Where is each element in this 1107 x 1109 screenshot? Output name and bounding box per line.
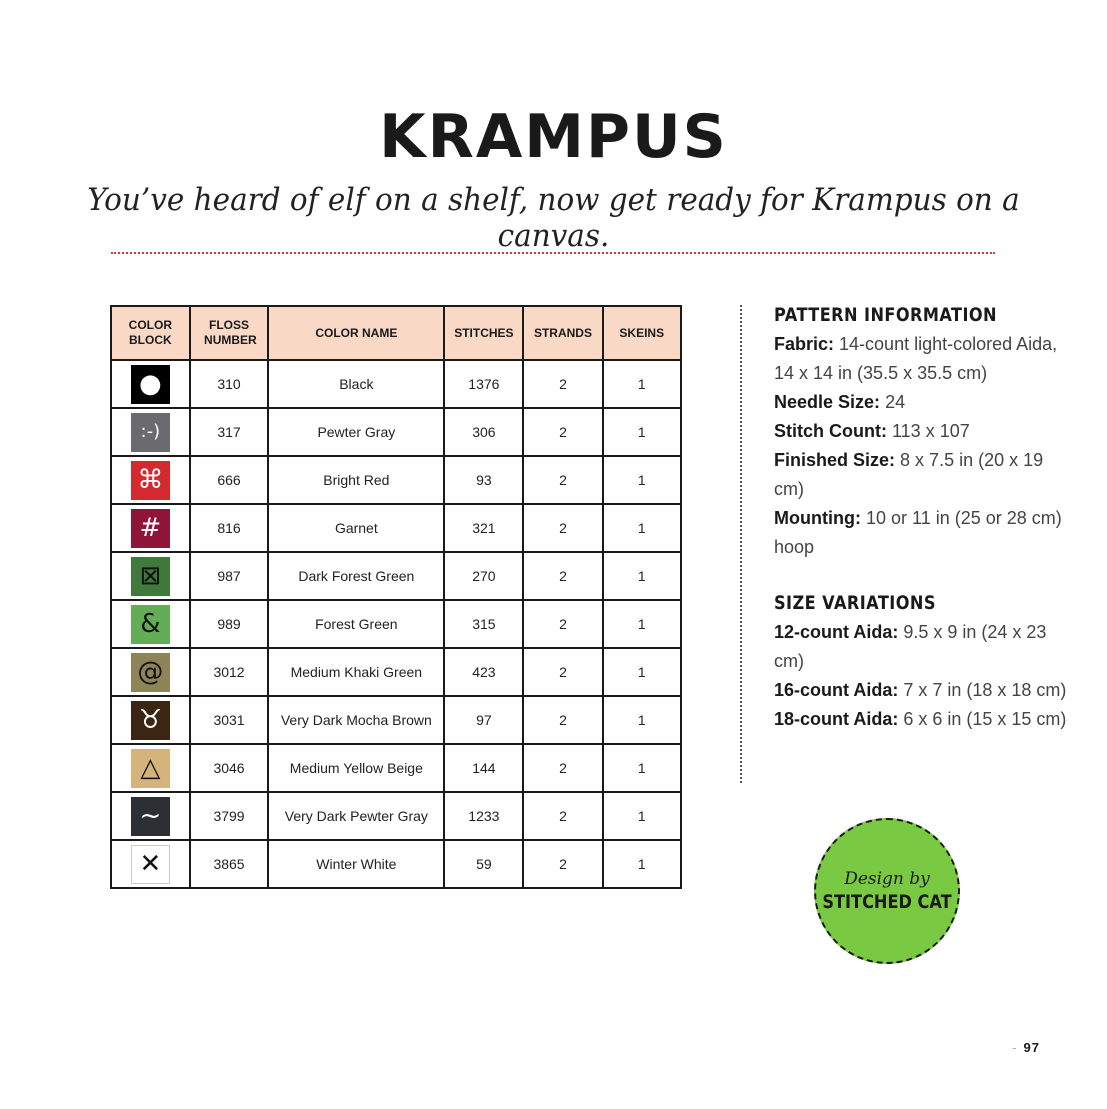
pattern-info-item-value: 24 <box>885 392 906 412</box>
color-swatch-icon: @ <box>131 653 170 692</box>
color-name-cell: Bright Red <box>268 456 444 504</box>
page-number-value: 97 <box>1023 1040 1040 1055</box>
color-swatch-icon: ✕ <box>131 845 170 884</box>
dotted-divider <box>111 252 995 254</box>
size-variation-item-value: 9.5 x 9 in (24 x 23 cm) <box>774 622 1047 671</box>
size-variation-item-label: 12-count Aida: <box>774 622 899 642</box>
table-row <box>111 408 681 456</box>
floss-number-cell: 3012 <box>190 648 269 696</box>
size-variation-item-label: 18-count Aida: <box>774 709 899 729</box>
table-row <box>111 696 681 744</box>
badge-designer-name: STITCHED CAT <box>822 891 952 913</box>
stitches-cell: 315 <box>444 600 523 648</box>
floss-number-cell: 3031 <box>190 696 269 744</box>
floss-number-cell: 3799 <box>190 792 269 840</box>
vertical-dotted-divider <box>740 305 742 783</box>
pattern-info-item <box>774 504 1074 562</box>
table-row <box>111 552 681 600</box>
size-variation-item-value: 7 x 7 in (18 x 18 cm) <box>903 680 1067 700</box>
page-number: - 97 <box>1012 1040 1040 1055</box>
table-row <box>111 792 681 840</box>
stitches-cell: 306 <box>444 408 523 456</box>
color-block-cell <box>111 792 190 840</box>
color-name-cell: Forest Green <box>268 600 444 648</box>
stitches-cell: 93 <box>444 456 523 504</box>
color-swatch-icon: & <box>131 605 170 644</box>
page-title: KRAMPUS <box>379 102 728 172</box>
color-name-cell: Very Dark Pewter Gray <box>268 792 444 840</box>
floss-number-cell: 310 <box>190 360 269 408</box>
pattern-info-item <box>774 388 1074 417</box>
header-color-name: COLOR NAME <box>268 306 444 360</box>
color-name-cell: Very Dark Mocha Brown <box>268 696 444 744</box>
color-name-cell: Medium Khaki Green <box>268 648 444 696</box>
color-block-cell <box>111 840 190 888</box>
color-block-cell <box>111 600 190 648</box>
color-block-cell <box>111 408 190 456</box>
skeins-cell: 1 <box>603 744 682 792</box>
strands-cell: 2 <box>523 744 602 792</box>
color-block-cell <box>111 696 190 744</box>
color-block-cell <box>111 744 190 792</box>
color-name-cell: Garnet <box>268 504 444 552</box>
stitches-cell: 144 <box>444 744 523 792</box>
skeins-cell: 1 <box>603 360 682 408</box>
table-row <box>111 648 681 696</box>
strands-cell: 2 <box>523 600 602 648</box>
strands-cell: 2 <box>523 504 602 552</box>
size-variations-heading: SIZE VARIATIONS <box>774 592 936 614</box>
stitches-cell: 270 <box>444 552 523 600</box>
header-floss-number: FLOSS NUMBER <box>190 306 269 360</box>
strands-cell: 2 <box>523 552 602 600</box>
skeins-cell: 1 <box>603 792 682 840</box>
size-variation-item <box>774 676 1074 705</box>
pattern-info-item <box>774 417 1074 446</box>
strands-cell: 2 <box>523 792 602 840</box>
table-body <box>111 360 681 888</box>
color-swatch-icon: △ <box>131 749 170 788</box>
pattern-info-item-label: Needle Size: <box>774 392 881 412</box>
color-swatch-icon: ⌘ <box>131 461 170 500</box>
table-row <box>111 456 681 504</box>
strands-cell: 2 <box>523 360 602 408</box>
size-variations-list <box>774 618 1074 734</box>
strands-cell: 2 <box>523 696 602 744</box>
color-name-cell: Medium Yellow Beige <box>268 744 444 792</box>
stitches-cell: 423 <box>444 648 523 696</box>
skeins-cell: 1 <box>603 696 682 744</box>
color-name-cell: Black <box>268 360 444 408</box>
strands-cell: 2 <box>523 648 602 696</box>
stitches-cell: 1233 <box>444 792 523 840</box>
header-color-block: COLOR BLOCK <box>111 306 190 360</box>
table-row <box>111 504 681 552</box>
pattern-info-item-value: 14-count light-colored Aida, 14 x 14 in (35.5 x 35.5 cm) <box>774 334 1058 383</box>
floss-number-cell: 987 <box>190 552 269 600</box>
table-row <box>111 600 681 648</box>
color-swatch-icon: ● <box>131 365 170 404</box>
size-variations-section <box>774 592 1074 734</box>
pattern-info-item-value: 10 or 11 in (25 or 28 cm) hoop <box>774 508 1062 557</box>
pattern-information-heading: PATTERN INFORMATION <box>774 304 998 326</box>
size-variation-item <box>774 618 1074 676</box>
strands-cell: 2 <box>523 456 602 504</box>
floss-number-cell: 317 <box>190 408 269 456</box>
table-row <box>111 360 681 408</box>
pattern-info-item-value: 8 x 7.5 in (20 x 19 cm) <box>774 450 1044 499</box>
size-variation-item-value: 6 x 6 in (15 x 15 cm) <box>903 709 1067 729</box>
pattern-info-item-label: Stitch Count: <box>774 421 887 441</box>
pattern-info-item-label: Fabric: <box>774 334 835 354</box>
pattern-info-item-label: Finished Size: <box>774 450 896 470</box>
pattern-information-section <box>774 304 1074 562</box>
color-name-cell: Dark Forest Green <box>268 552 444 600</box>
header-stitches: STITCHES <box>444 306 523 360</box>
page-subtitle: You’ve heard of elf on a shelf, now get ready for Krampus on a canvas. <box>87 182 1020 254</box>
skeins-cell: 1 <box>603 552 682 600</box>
skeins-cell: 1 <box>603 408 682 456</box>
color-swatch-icon: ⊠ <box>131 557 170 596</box>
color-block-cell <box>111 504 190 552</box>
floss-number-cell: 3046 <box>190 744 269 792</box>
skeins-cell: 1 <box>603 648 682 696</box>
strands-cell: 2 <box>523 408 602 456</box>
pattern-info-item <box>774 330 1074 388</box>
color-key-table <box>110 305 682 889</box>
color-swatch-icon: ~ <box>131 797 170 836</box>
pattern-information-list <box>774 330 1074 562</box>
color-swatch-icon: # <box>131 509 170 548</box>
strands-cell: 2 <box>523 840 602 888</box>
size-variation-item <box>774 705 1074 734</box>
floss-number-cell: 989 <box>190 600 269 648</box>
pattern-info-item-label: Mounting: <box>774 508 861 528</box>
stitches-cell: 1376 <box>444 360 523 408</box>
skeins-cell: 1 <box>603 504 682 552</box>
color-block-cell <box>111 648 190 696</box>
skeins-cell: 1 <box>603 456 682 504</box>
pattern-info-item <box>774 446 1074 504</box>
skeins-cell: 1 <box>603 600 682 648</box>
stitches-cell: 97 <box>444 696 523 744</box>
table-row <box>111 744 681 792</box>
color-block-cell <box>111 360 190 408</box>
table-header-row <box>111 306 681 360</box>
stitches-cell: 59 <box>444 840 523 888</box>
designer-badge <box>814 818 960 964</box>
floss-number-cell: 666 <box>190 456 269 504</box>
pattern-info-item-value: 113 x 107 <box>892 421 970 441</box>
floss-number-cell: 3865 <box>190 840 269 888</box>
skeins-cell: 1 <box>603 840 682 888</box>
size-variation-item-label: 16-count Aida: <box>774 680 899 700</box>
floss-number-cell: 816 <box>190 504 269 552</box>
color-name-cell: Pewter Gray <box>268 408 444 456</box>
color-swatch-icon: :-) <box>131 413 170 452</box>
header-skeins: SKEINS <box>603 306 682 360</box>
stitches-cell: 321 <box>444 504 523 552</box>
color-block-cell <box>111 552 190 600</box>
color-name-cell: Winter White <box>268 840 444 888</box>
color-block-cell <box>111 456 190 504</box>
table-row <box>111 840 681 888</box>
color-swatch-icon: ♉ <box>131 701 170 740</box>
header-strands: STRANDS <box>523 306 602 360</box>
badge-design-by: Design by <box>844 869 930 889</box>
